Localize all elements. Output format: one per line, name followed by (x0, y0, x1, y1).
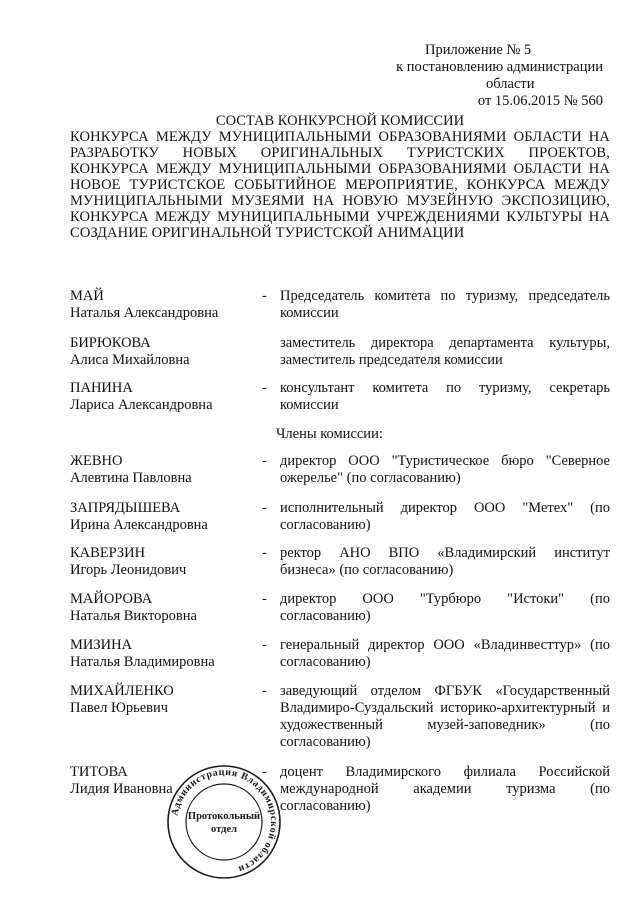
person-name (70, 453, 262, 500)
person-name (70, 683, 262, 764)
list-item (70, 683, 610, 764)
stamp-outer-ring (168, 766, 280, 878)
list-item (70, 288, 610, 335)
person-name (70, 545, 262, 591)
person-surname: ЗАПРЯДЫШЕВА (70, 500, 181, 516)
list-item (70, 545, 610, 591)
person-name (70, 500, 262, 545)
dash: - (262, 545, 267, 561)
title-body: КОНКУРСА МЕЖДУ МУНИЦИПАЛЬНЫМИ ОБРАЗОВАНИЯМИ ОБЛАСТИ НА РАЗРАБОТКУ НОВЫХ ОРИГИНАЛЬНЫХ ТУРИСТСКИХ ПРОЕКТОВ, КОНКУРСА МЕЖДУ МУНИЦИПАЛЬНЫМИ ОБРАЗОВАНИЯМИ ОБЛАСТИ НА НОВОЕ ТУРИСТСКОЕ СОБЫТИЙНОЕ МЕРОПРИЯТИЕ, КОНКУРСА МЕЖДУ МУНИЦИПАЛЬНЫМИ МУЗЕЯМИ НА НОВУЮ МУЗЕЙНУЮ ЭКСПОЗИЦИЮ, КОНКУРСА МЕЖДУ МУНИЦИПАЛЬНЫМИ УЧРЕЖДЕНИЯМИ КУЛЬТУРЫ НА СОЗДАНИЕ ОРИГИНАЛЬНОЙ ТУРИСТСКОЙ АНИМАЦИИ (70, 129, 610, 241)
dash: - (262, 288, 267, 304)
person-surname: МИХАЙЛЕНКО (70, 683, 174, 699)
commission-list (70, 288, 610, 824)
person-given-name: Алиса Михайловна (70, 352, 190, 368)
person-given-name: Игорь Леонидович (70, 562, 187, 578)
person-role: директор ООО "Турбюро "Истоки" (по согласованию) (280, 591, 610, 624)
person-role: заведующий отделом ФГБУК «Государственный Владимиро-Суздальский историко-архитектурный и художественный музей-заповедник» (по согласованию) (280, 683, 610, 750)
list-item (70, 764, 610, 824)
person-name (70, 380, 262, 425)
person-given-name: Алевтина Павловна (70, 470, 192, 486)
person-name (70, 335, 262, 380)
person-surname: МАЙОРОВА (70, 591, 153, 607)
person-given-name: Наталья Александровна (70, 305, 219, 321)
list-item (70, 335, 610, 380)
person-role: ректор АНО ВПО «Владимирский институт бизнеса» (по согласованию) (280, 545, 610, 578)
person-given-name: Лидия Ивановна (70, 781, 173, 797)
person-surname: БИРЮКОВА (70, 335, 151, 351)
person-surname: МИЗИНА (70, 637, 133, 653)
dash: - (262, 591, 267, 607)
annex-reference: к постановлению администрации (396, 59, 603, 75)
title-heading: СОСТАВ КОНКУРСНОЙ КОМИССИИ (215, 113, 465, 129)
dash: - (262, 637, 267, 653)
person-role: директор ООО "Туристическое бюро "Северное ожерелье" (по согласованию) (280, 453, 610, 486)
person-given-name: Павел Юрьевич (70, 700, 169, 716)
person-role: доцент Владимирского филиала Российской международной академии туризма (по согласованию) (280, 764, 610, 814)
person-surname: КАВЕРЗИН (70, 545, 146, 561)
list-item (70, 500, 610, 545)
stamp-inner-ring (186, 784, 262, 860)
members-label: Члены комиссии: (276, 426, 383, 442)
list-item (70, 453, 610, 500)
person-role: консультант комитета по туризму, секретарь комиссии (280, 380, 610, 413)
dash: - (262, 380, 267, 396)
annex-header (373, 42, 603, 110)
person-name (70, 637, 262, 683)
person-given-name: Ирина Александровна (70, 517, 208, 533)
annex-number: Приложение № 5 (425, 42, 532, 58)
list-item (70, 380, 610, 425)
person-surname: ЖЕВНО (70, 453, 123, 469)
stamp-center-line-2: отдел (211, 824, 237, 835)
stamp-ring-text: Администрация Владимирской области (169, 766, 280, 875)
person-role: исполнительный директор ООО "Метех" (по согласованию) (280, 500, 610, 533)
list-item (70, 591, 610, 637)
dash: - (262, 683, 267, 699)
dash: - (262, 500, 267, 516)
official-stamp (165, 763, 283, 881)
stamp-center-line-1: Протокольный (187, 811, 261, 822)
dash: - (262, 764, 267, 780)
person-role: генеральный директор ООО «Владинвесттур» (по согласованию) (280, 637, 610, 670)
person-name (70, 591, 262, 637)
person-given-name: Наталья Владимировна (70, 654, 215, 670)
annex-region: области (486, 76, 535, 92)
person-surname: ПАНИНА (70, 380, 133, 396)
person-given-name: Наталья Викторовна (70, 608, 197, 624)
person-given-name: Лариса Александровна (70, 397, 213, 413)
person-name (70, 288, 262, 335)
person-surname: МАЙ (70, 288, 104, 304)
dash (262, 335, 280, 380)
person-surname: ТИТОВА (70, 764, 128, 780)
annex-date: от 15.06.2015 № 560 (477, 93, 603, 109)
list-item (70, 637, 610, 683)
document-title (70, 113, 610, 241)
person-role: заместитель директора департамента культуры, заместитель председателя комиссии (280, 335, 610, 368)
dash: - (262, 453, 267, 469)
person-role: Председатель комитета по туризму, председатель комиссии (280, 288, 610, 321)
